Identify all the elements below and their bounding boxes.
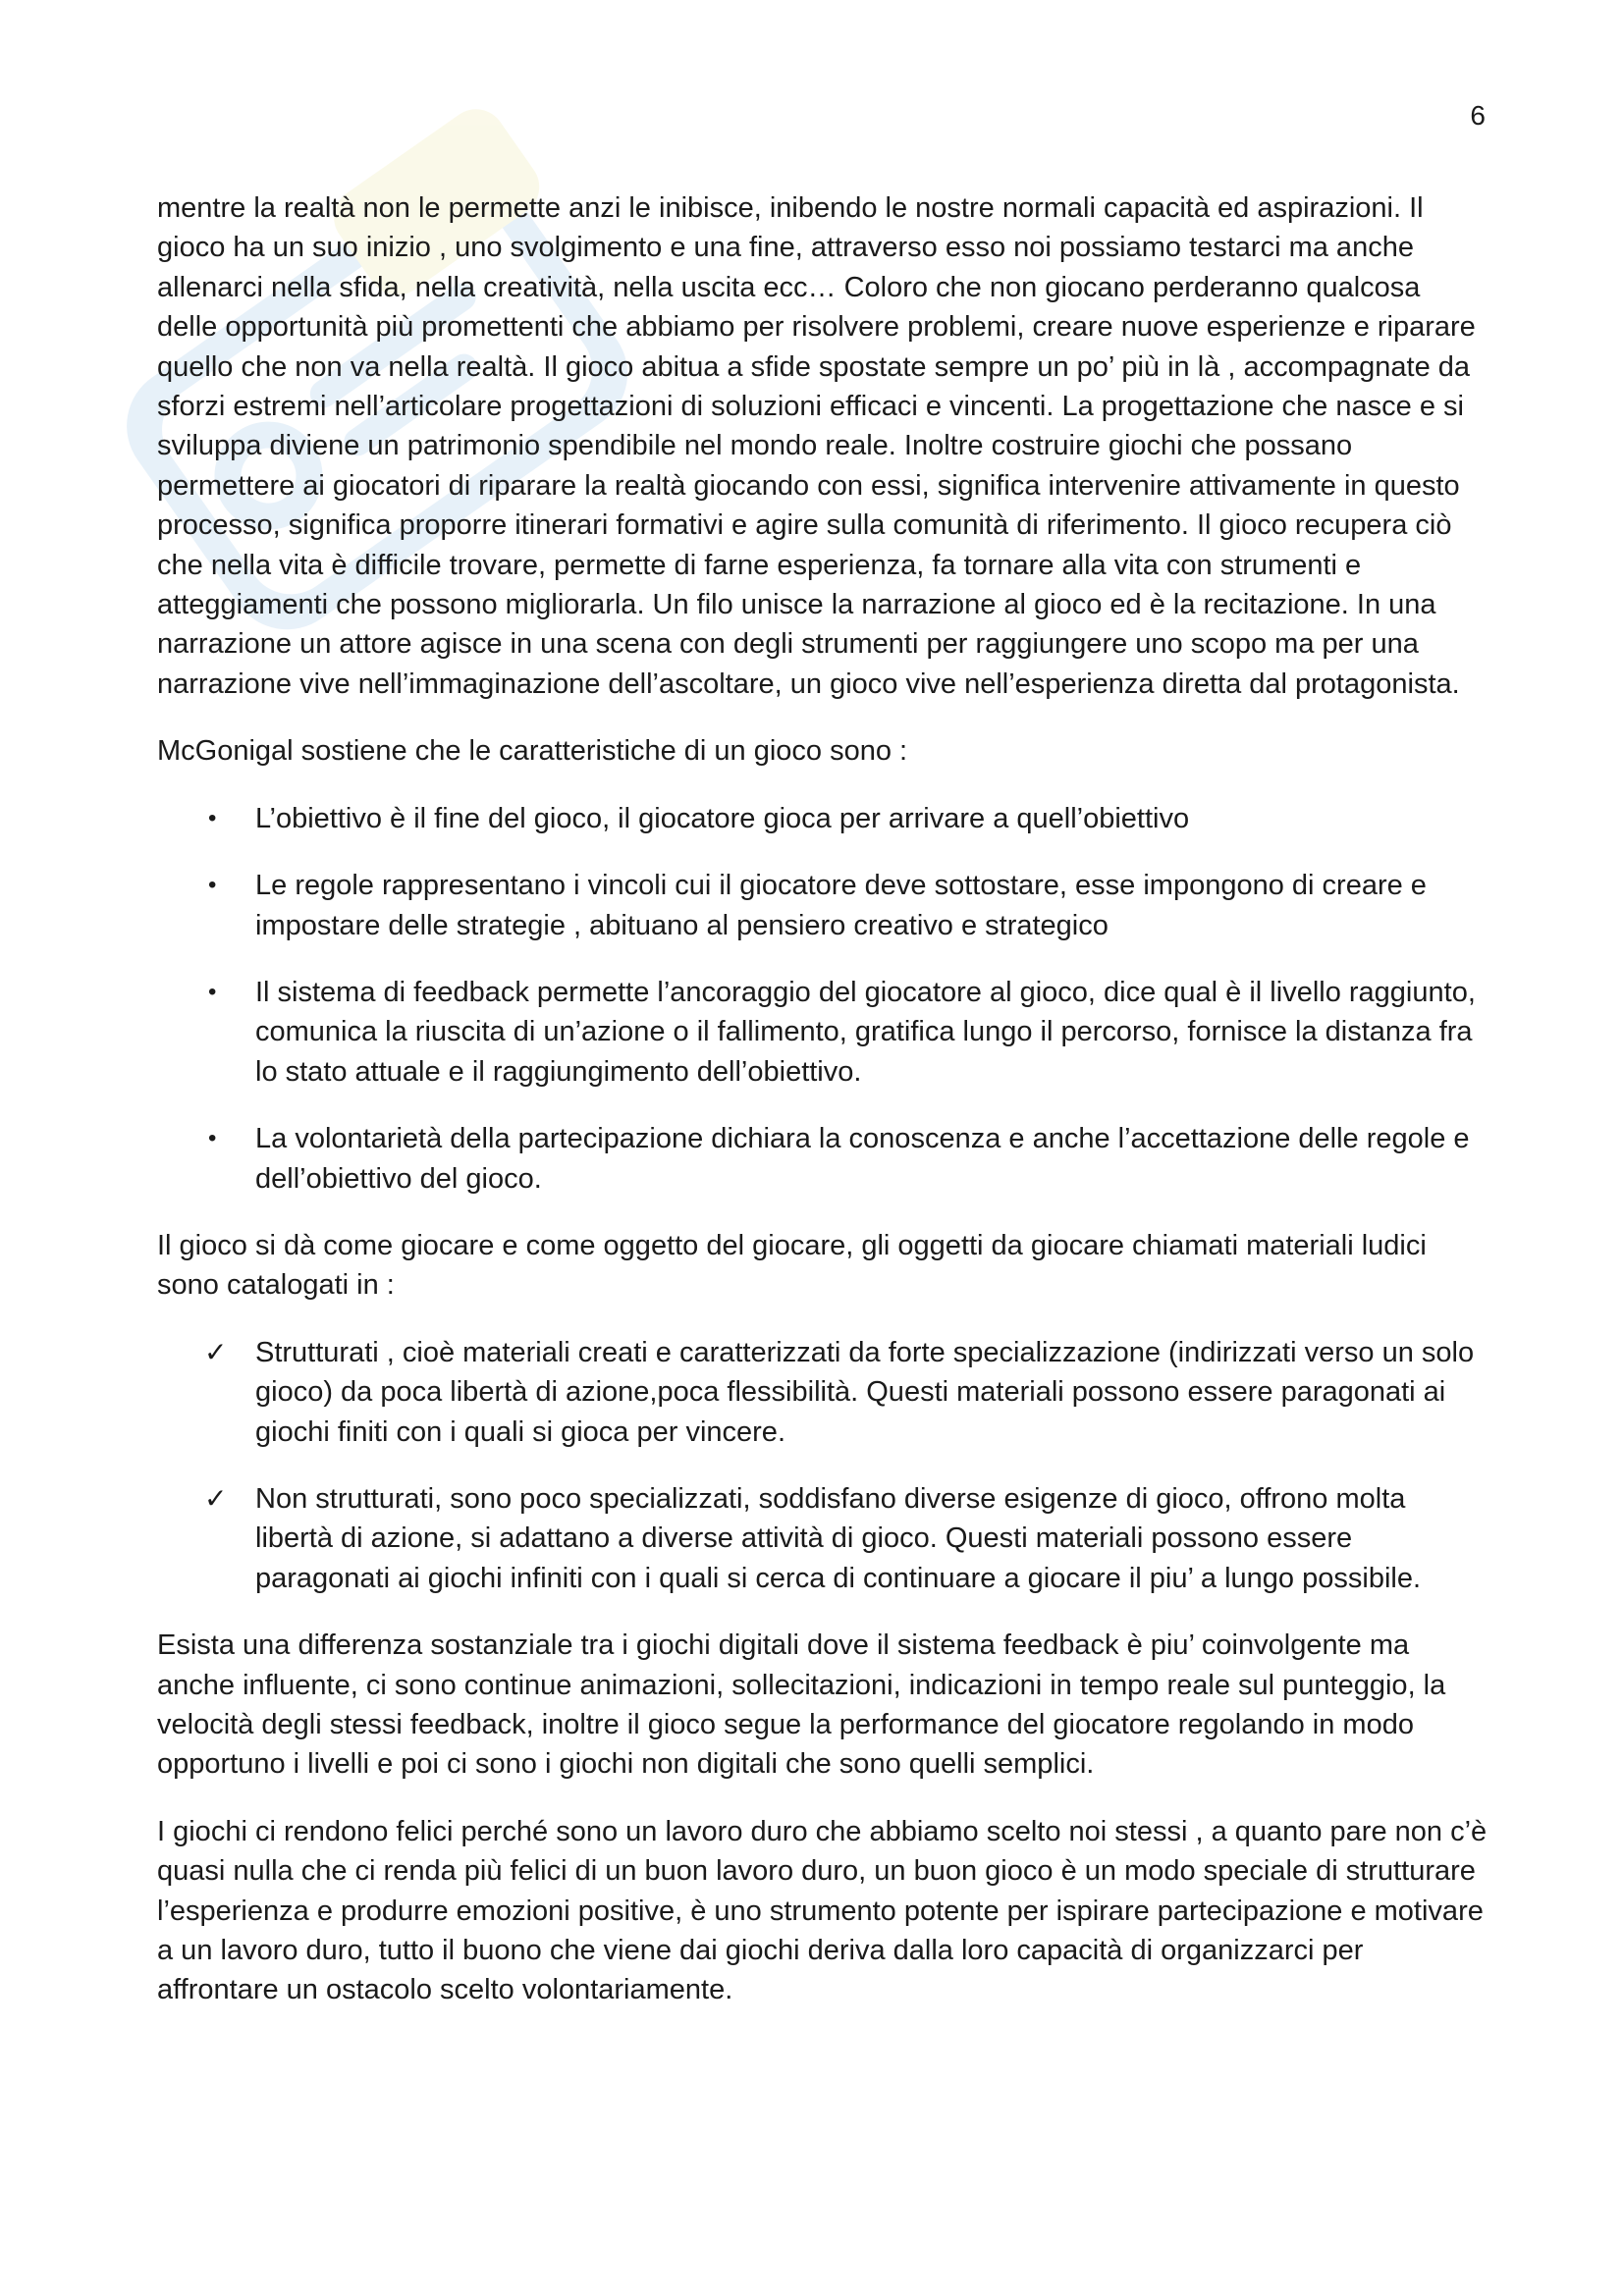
paragraph-materials: Il gioco si dà come giocare e come oggetto del giocare, gli oggetti da giocare chiamati materiali ludici sono catalogati in : [157, 1229, 1427, 1302]
bullet-icon: • [208, 872, 217, 899]
list-item-text: Le regole rappresentano i vincoli cui il giocatore deve sottostare, esse impongono di creare e impostare delle strategie , abituano al pensiero creativo e strategico [255, 870, 1427, 941]
paragraph-happy: I giochi ci rendono felici perché sono un lavoro duro che abbiamo scelto noi stessi , a quanto pare non c’è quasi nulla che ci renda più felici di un buon lavoro duro, un buon gioco è un modo speciale di strutturare l’esperienza e produrre emozioni positive, è uno strumento potente per ispirare partecipazione e motivare a un lavoro duro, tutto il buono che viene dai giochi deriva dalla loro capacità di organizzarci per affrontare un ostacolo scelto volontariamente. [157, 1815, 1488, 2006]
list-item-text: Strutturati , cioè materiali creati e caratterizzati da forte specializzazione (indirizzati verso un solo gioco) da poca libertà di azione,poca flessibilità. Questi materiali possono essere paragonati ai giochi finiti con i quali si gioca per vincere. [255, 1336, 1475, 1448]
paragraph-mcgonigal: McGonigal sostiene che le caratteristiche di un gioco sono : [157, 735, 908, 768]
list-item [157, 973, 1488, 1092]
page-body [157, 188, 1488, 2038]
bullet-icon: • [208, 804, 217, 831]
characteristics-list [157, 799, 1488, 1199]
page-number: 6 [1470, 100, 1486, 131]
list-item [157, 866, 1488, 945]
list-item [157, 1333, 1488, 1452]
checkmark-icon: ✓ [204, 1336, 228, 1367]
list-item-text: Non strutturati, sono poco specializzati, soddisfano diverse esigenze di gioco, offrono molta libertà di azione, si adattano a diverse attività di gioco. Questi materiali possono essere paragonati ai giochi infiniti con i quali si cerca di continuare a giocare il piu’ a lungo possibile. [255, 1482, 1422, 1594]
list-item-text: La volontarietà della partecipazione dichiara la conoscenza e anche l’accettazione delle regole e dell’obiettivo del gioco. [255, 1123, 1470, 1195]
list-item [157, 1119, 1488, 1199]
list-item-text: Il sistema di feedback permette l’ancoraggio del giocatore al gioco, dice qual è il livello raggiunto, comunica la riuscita di un’azione o il fallimento, gratifica lungo il percorso, fornisce la distanza fra lo stato attuale e il raggiungimento dell’obiettivo. [255, 976, 1476, 1088]
list-item [157, 1479, 1488, 1598]
bullet-icon: • [208, 978, 217, 1005]
paragraph-intro: mentre la realtà non le permette anzi le inibisce, inibendo le nostre normali capacità ed aspirazioni. Il gioco ha un suo inizio , uno svolgimento e una fine, attraverso esso noi possiamo testarci ma anche allenarci nella sfida, nella creatività, nella uscita ecc… Coloro che non giocano perderanno qualcosa delle opportunità più promettenti che abbiamo per risolvere problemi, creare nuove esperienze e riparare quello che non va nella realtà. Il gioco abitua a sfide spostate sempre un po’ più in là , accompagnate da sforzi estremi nell’articolare progettazioni di soluzioni efficaci e vincenti. La progettazione che nasce e si sviluppa diviene un patrimonio spendibile nel mondo reale. Inoltre costruire giochi che possano permettere ai giocatori di riparare la realtà giocando con essi, significa intervenire attivamente in questo processo, significa proporre itinerari formativi e agire sulla comunità di riferimento. Il gioco recupera ciò che nella vita è difficile trovare, permette di farne esperienza, fa tornare alla vita con strumenti e atteggiamenti che possono migliorarla. Un filo unisce la narrazione al gioco ed è la recitazione. In una narrazione un attore agisce in una scena con degli strumenti per raggiungere uno scopo ma per una narrazione vive nell’immaginazione dell’ascoltare, un gioco vive nell’esperienza diretta dal protagonista. [157, 192, 1476, 700]
checkmark-icon: ✓ [204, 1482, 228, 1514]
list-item [157, 799, 1488, 838]
material-types-list [157, 1333, 1488, 1598]
list-item-text: L’obiettivo è il fine del gioco, il giocatore gioca per arrivare a quell’obiettivo [255, 802, 1190, 834]
paragraph-digital: Esista una differenza sostanziale tra i giochi digitali dove il sistema feedback è piu’ coinvolgente ma anche influente, ci sono continue animazioni, sollecitazioni, indicazioni in tempo reale sul punteggio, la velocità degli stessi feedback, inoltre il gioco segue la performance del giocatore regolando in modo opportuno i livelli e poi ci sono i giochi non digitali che sono quelli semplici. [157, 1629, 1446, 1781]
bullet-icon: • [208, 1125, 217, 1152]
